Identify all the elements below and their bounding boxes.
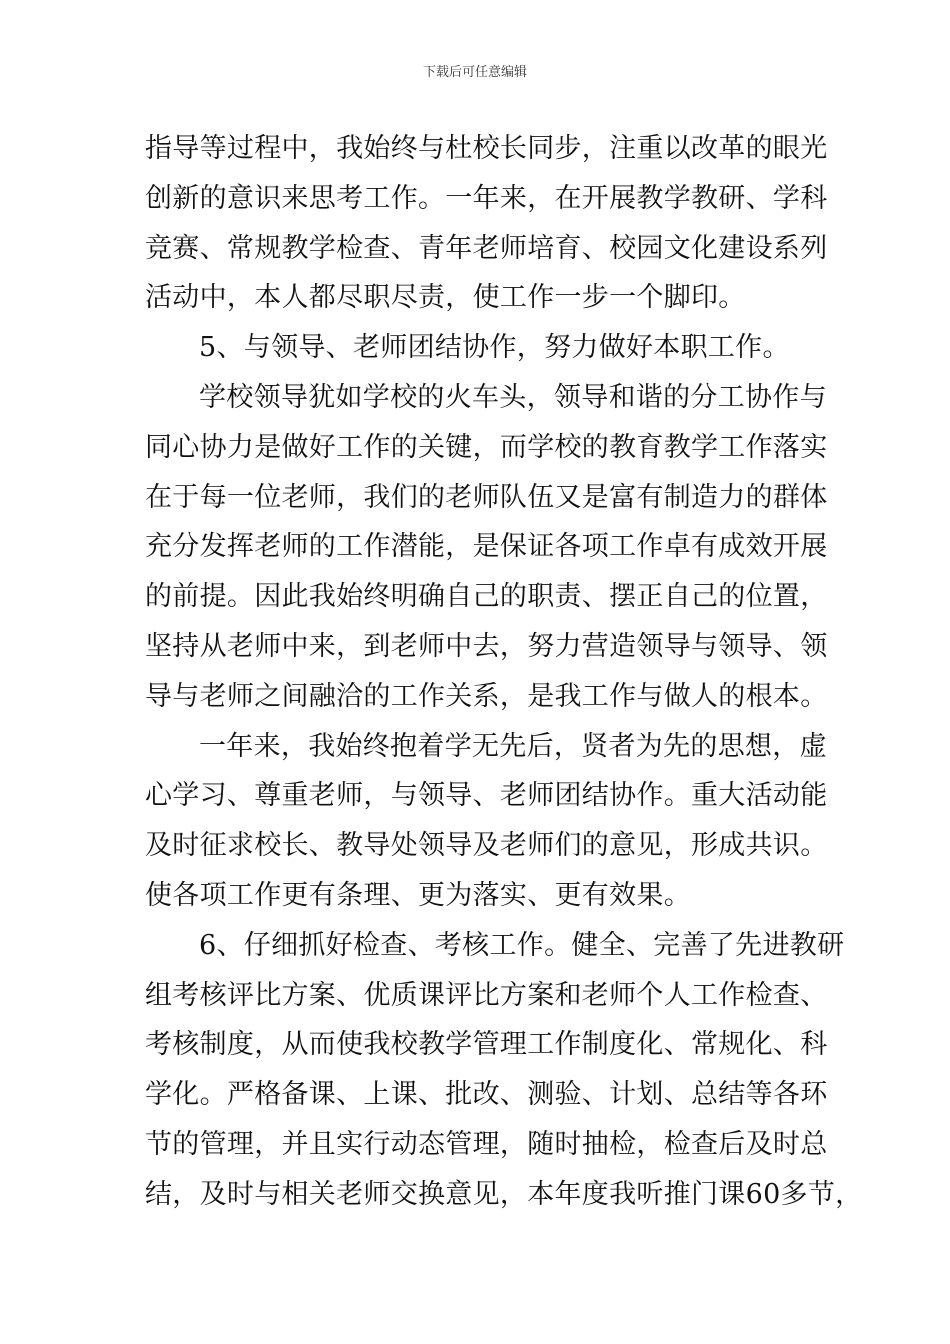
text-line: 同心协力是做好工作的关键，而学校的教育教学工作落实: [145, 431, 828, 463]
text-line: 在于每一位老师，我们的老师队伍又是富有制造力的群体: [145, 481, 828, 513]
text-line: 创新的意识来思考工作。一年来，在开展教学教研、学科: [145, 182, 828, 214]
text-line: 节的管理，并且实行动态管理，随时抽检，检查后及时总: [145, 1128, 828, 1160]
text-line: 指导等过程中，我始终与杜校长同步，注重以改革的眼光: [145, 133, 828, 164]
text-line: 导与老师之间融洽的工作关系，是我工作与做人的根本。: [145, 680, 828, 712]
text-line: 6、仔细抓好检查、考核工作。健全、完善了先进教研: [199, 929, 845, 961]
text-line: 心学习、尊重老师，与领导、老师团结协作。重大活动能: [145, 780, 828, 812]
text-line: 及时征求校长、教导处领导及老师们的意见，形成共识。: [145, 830, 828, 862]
text-line: 学校领导犹如学校的火车头，领导和谐的分工协作与: [199, 381, 827, 413]
text-line: 竞赛、常规教学检查、青年老师培育、校园文化建设系列: [145, 232, 828, 264]
text-line: 坚持从老师中来，到老师中去，努力营造领导与领导、领: [145, 630, 828, 662]
text-line: 学化。严格备课、上课、批改、测验、计划、总结等各环: [145, 1079, 828, 1111]
text-line: 考核制度，从而使我校教学管理工作制度化、常规化、科: [145, 1029, 828, 1061]
page-header: 下载后可任意编辑: [422, 65, 527, 80]
text-line: 活动中，本人都尽职尽责，使工作一步一个脚印。: [145, 282, 746, 314]
text-line: 结，及时与相关老师交换意见，本年度我听推门课60多节，: [145, 1178, 863, 1210]
text-line: 5、与领导、老师团结协作，努力做好本职工作。: [199, 332, 790, 364]
text-line: 使各项工作更有条理、更为落实、更有效果。: [145, 879, 691, 911]
document-body: [145, 124, 863, 1220]
text-line: 充分发挥老师的工作潜能，是保证各项工作卓有成效开展: [145, 531, 828, 563]
text-line: 一年来，我始终抱着学无先后，贤者为先的思想，虚: [199, 730, 827, 762]
text-line: 组考核评比方案、优质课评比方案和老师个人工作检查、: [145, 979, 828, 1011]
text-line: 的前提。因此我始终明确自己的职责、摆正自己的位置，: [145, 581, 828, 613]
